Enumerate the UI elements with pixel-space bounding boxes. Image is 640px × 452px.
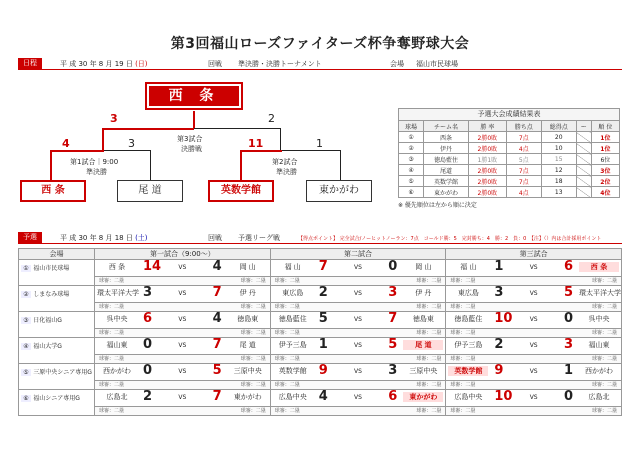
team1-name: 福 山 [460, 263, 477, 271]
semi2-right-score: 1 [316, 137, 323, 150]
prelim-cell: 18 [541, 176, 576, 187]
team1-name: 広島北 [106, 393, 128, 401]
umpire-right: 球審：二塁 [240, 330, 266, 336]
umpire-left: 球審：二塁 [450, 408, 476, 414]
umpire-right: 球審：二塁 [416, 304, 442, 310]
prelim-cell: 2勝0敗 [469, 176, 507, 187]
prelim-cell [576, 165, 591, 176]
final-label: 第3試合 [177, 135, 203, 143]
final-right-score: 2 [268, 112, 275, 125]
prelim-results-table [398, 108, 620, 209]
team1-score: 2 [318, 285, 328, 300]
league-row [19, 286, 622, 303]
team2-name: 尾 道 [403, 340, 443, 350]
prelim-cell: 7点 [506, 165, 541, 176]
team2-score: 5 [563, 285, 573, 300]
vs-label: VS [529, 316, 538, 323]
team2-name: 西 条 [579, 262, 619, 272]
umpire-left: 球審：二塁 [274, 278, 300, 284]
prelim-cell: 3位 [591, 165, 619, 176]
game-cell [271, 364, 446, 380]
prelim-cell: ② [399, 143, 424, 154]
vs-label: VS [354, 264, 362, 271]
team1-name: 徳島藍住 [454, 315, 483, 323]
prelim-cell: ④ [399, 165, 424, 176]
semi2-label: 第2試合 [272, 158, 298, 166]
prelim-header: 勝ち点 [506, 121, 541, 132]
prelim-cell: 10 [541, 143, 576, 154]
team1-score: 10 [494, 389, 513, 404]
vs-label: VS [354, 290, 362, 297]
semi1-name: 準決勝 [86, 168, 107, 176]
team1-score: 9 [494, 363, 504, 378]
row-number: ③ [21, 317, 31, 324]
team2-name: 伊 丹 [239, 289, 256, 297]
prelim-cell: 東かがわ [424, 187, 469, 198]
team2-name: 東かがわ [403, 392, 443, 402]
row-number: ① [21, 265, 31, 272]
row-number: ④ [21, 343, 31, 350]
team1-score: 14 [142, 259, 162, 274]
team1-score: 6 [142, 311, 153, 326]
umpire-right: 球審：二塁 [416, 278, 442, 284]
game-cell [271, 338, 446, 354]
prelim-cell [576, 154, 591, 165]
team2-score: 6 [563, 259, 573, 274]
team2-score: 7 [212, 389, 222, 404]
team1-name: 東広島 [457, 289, 479, 297]
prelim-cell: 4点 [506, 143, 541, 154]
table-row [399, 143, 620, 154]
umpire-left: 球審：二塁 [274, 408, 300, 414]
table-row [399, 165, 620, 176]
league-row [19, 338, 622, 355]
semi2-left-score: 11 [248, 137, 264, 150]
prelim-cell: 12 [541, 165, 576, 176]
umpire-left: 球審：二塁 [274, 382, 300, 388]
team1-score: 0 [142, 363, 153, 378]
team2-name: 呉中央 [588, 315, 610, 323]
team2-score: 7 [388, 311, 398, 326]
vs-label: VS [178, 264, 187, 271]
prelim-table-title: 予選大会成績結果表 [398, 108, 620, 120]
team2-score: 3 [563, 337, 573, 352]
league-tag: 予選 [18, 232, 42, 243]
team1-score: 5 [318, 311, 328, 326]
team2-score: 0 [563, 389, 573, 404]
prelim-cell: 2勝0敗 [469, 187, 507, 198]
umpire-right: 球審：二塁 [591, 278, 617, 284]
vs-label: VS [529, 368, 538, 375]
game-cell [271, 390, 446, 406]
team2-score: 7 [212, 337, 222, 352]
vs-label: VS [529, 290, 538, 297]
prelim-cell: 2勝0敗 [469, 165, 507, 176]
team2-score: 3 [388, 285, 398, 300]
team2-score: 1 [563, 363, 573, 378]
semi1-label: 第1試合｜9:00 [70, 158, 119, 166]
vs-label: VS [178, 368, 187, 375]
team1-score: 7 [318, 259, 328, 274]
vs-label: VS [354, 342, 362, 349]
team1-name: 西かがわ [102, 367, 131, 375]
team2-name: 徳島東 [412, 315, 434, 323]
game-cell [446, 286, 621, 302]
final-name: 決勝戦 [181, 145, 202, 153]
team1-name: 福 山 [284, 263, 301, 271]
league-row [19, 312, 622, 329]
league-row [19, 260, 622, 277]
umpire-right: 球審：二塁 [416, 356, 442, 362]
schedule-venue-label: 会場 [390, 60, 404, 68]
game-cell [271, 286, 446, 302]
league-round: 予選リーグ戦 [238, 234, 280, 242]
team2-name: 環太平洋大学 [579, 289, 621, 297]
venue-name: 三原中央シニア専用G [33, 369, 92, 376]
umpire-left: 球審：二塁 [274, 356, 300, 362]
team1-name: 英数学館 [448, 366, 488, 376]
table-row [399, 187, 620, 198]
game-cell [446, 338, 621, 354]
umpire-right: 球審：二塁 [591, 408, 617, 414]
prelim-header: 球場 [399, 121, 424, 132]
team1-score: 3 [142, 285, 153, 300]
team1-name: 東広島 [282, 289, 304, 297]
team2-score: 6 [388, 389, 398, 404]
venue-name: 日化福山G [33, 317, 62, 324]
team1-name: 環太平洋大学 [96, 289, 139, 297]
league-bar [18, 232, 622, 244]
umpire-left: 球審：二塁 [274, 330, 300, 336]
umpire-left: 球審：二塁 [98, 330, 124, 336]
prelim-cell: 7点 [506, 176, 541, 187]
prelim-header: 総得点 [541, 121, 576, 132]
team2-name: 伊 丹 [415, 289, 432, 297]
vs-label: VS [529, 394, 538, 401]
prelim-cell: 6位 [591, 154, 619, 165]
prelim-cell: 伊丹 [424, 143, 469, 154]
venue-name: 福山市民球場 [33, 265, 70, 272]
team2-score: 4 [212, 259, 222, 274]
league-round-label: 回戦 [208, 234, 222, 242]
team1-name: 徳島藍住 [278, 315, 307, 323]
league-date: 平 成 30 年 8 月 18 日 (土) [60, 234, 148, 242]
prelim-cell [576, 176, 591, 187]
league-header-venue: 会場 [19, 249, 95, 260]
umpire-left: 球審：二塁 [450, 356, 476, 362]
prelim-cell: ⑥ [399, 187, 424, 198]
umpire-right: 球審：二塁 [591, 356, 617, 362]
team2-name: 岡 山 [239, 263, 256, 271]
team1-score: 1 [494, 259, 504, 274]
schedule-day: (日) [135, 60, 148, 68]
row-number: ② [21, 291, 31, 298]
schedule-bar [18, 58, 622, 70]
schedule-round-label: 回戦 [208, 60, 222, 68]
prelim-cell: 2位 [591, 176, 619, 187]
team2-score: 0 [563, 311, 573, 326]
umpire-left: 球審：二塁 [98, 278, 124, 284]
vs-label: VS [354, 316, 362, 323]
team1-score: 3 [494, 285, 504, 300]
umpire-right: 球審：二塁 [416, 330, 442, 336]
team1-name: 呉中央 [106, 315, 128, 323]
umpire-right: 球審：二塁 [240, 408, 266, 414]
team2-name: 福山東 [588, 341, 610, 349]
game-cell [271, 312, 446, 328]
team1-score: 0 [142, 337, 153, 352]
team2-name: 東かがわ [233, 393, 262, 401]
row-number: ⑤ [21, 369, 31, 376]
team2-name: 三原中央 [409, 367, 438, 375]
row-number: ⑥ [21, 395, 31, 402]
prelim-cell: 20 [541, 132, 576, 143]
umpire-right: 球審：二塁 [240, 382, 266, 388]
game-cell [271, 260, 446, 276]
team1-score: 2 [142, 389, 153, 404]
team1-name: 伊予三島 [454, 341, 483, 349]
prelim-cell: 尾道 [424, 165, 469, 176]
prelim-cell: 5点 [506, 154, 541, 165]
vs-label: VS [529, 264, 538, 271]
semi1-left-score: 4 [62, 137, 70, 150]
schedule-round: 準決勝・決勝トーナメント [238, 60, 322, 68]
champion-box: 西 条 [147, 84, 241, 108]
team2-name: 西かがわ [585, 367, 613, 375]
team1-name: 福山東 [106, 341, 128, 349]
prelim-cell: 2勝0敗 [469, 132, 507, 143]
prelim-header: チーム名 [424, 121, 469, 132]
schedule-date: 平 成 30 年 8 月 19 日 (日) [60, 60, 148, 68]
schedule-venue: 福山市民球場 [416, 60, 458, 68]
game-cell [446, 390, 621, 406]
vs-label: VS [354, 368, 362, 375]
league-row [19, 390, 622, 407]
team1-name: 広島中央 [278, 393, 307, 401]
umpire-right: 球審：二塁 [591, 304, 617, 310]
final-left-score: 3 [110, 112, 118, 125]
prelim-cell: 英数学館 [424, 176, 469, 187]
prelim-cell [576, 187, 591, 198]
prelim-header: 順 位 [591, 121, 619, 132]
umpire-left: 球審：二塁 [450, 330, 476, 336]
game-cell [95, 390, 270, 406]
prelim-header: ー [576, 121, 591, 132]
prelim-cell [576, 132, 591, 143]
team2-name: 岡 山 [415, 263, 432, 271]
prelim-cell: 徳島藍住 [424, 154, 469, 165]
prelim-cell [576, 143, 591, 154]
team2-name: 三原中央 [233, 367, 262, 375]
league-row [19, 364, 622, 381]
team-box-onomichi: 尾 道 [117, 180, 183, 202]
venue-name: 福山大学G [33, 343, 62, 350]
vs-label: VS [178, 316, 187, 323]
team2-score: 7 [212, 285, 222, 300]
league-day: (土) [135, 234, 148, 242]
prelim-header: 勝 率 [469, 121, 507, 132]
prelim-cell: ③ [399, 154, 424, 165]
table-row [399, 176, 620, 187]
team1-name: 広島中央 [454, 393, 483, 401]
venue-name: しまなみ球場 [33, 291, 70, 298]
prelim-cell: 1位 [591, 132, 619, 143]
league-header-game: 第三試合 [446, 249, 622, 260]
game-cell [446, 312, 621, 328]
vs-label: VS [354, 394, 362, 401]
prelim-cell: 2勝0敗 [469, 143, 507, 154]
game-cell [95, 260, 270, 276]
game-cell [446, 260, 621, 276]
team2-name: 尾 道 [239, 341, 256, 349]
prelim-cell: ① [399, 132, 424, 143]
page-title: 第3回福山ローズファイターズ杯争奪野球大会 [170, 36, 470, 52]
team2-score: 0 [388, 259, 398, 274]
umpire-left: 球審：二塁 [98, 382, 124, 388]
schedule-tag: 日程 [18, 58, 42, 69]
team2-name: 広島北 [588, 393, 610, 401]
vs-label: VS [178, 342, 187, 349]
table-row [399, 154, 620, 165]
team2-score: 3 [388, 363, 398, 378]
team1-score: 4 [318, 389, 328, 404]
points-note: 【得点ポイント】 完全試合/ノーヒットノーラン：7点 コールド勝：5 完封勝ち：4 勝：2 負：0 【注】（）内は合計採用ポイント [298, 236, 602, 242]
umpire-right: 球審：二塁 [240, 356, 266, 362]
umpire-left: 球審：二塁 [450, 382, 476, 388]
team-box-eisu: 英数学館 [208, 180, 274, 202]
umpire-left: 球審：二塁 [450, 304, 476, 310]
team2-score: 5 [388, 337, 398, 352]
prelim-cell: 4点 [506, 187, 541, 198]
table-row [399, 132, 620, 143]
prelim-cell: 西条 [424, 132, 469, 143]
game-cell [446, 364, 621, 380]
umpire-right: 球審：二塁 [591, 330, 617, 336]
team1-name: 西 条 [108, 263, 126, 271]
umpire-right: 球審：二塁 [416, 408, 442, 414]
prelim-cell: 15 [541, 154, 576, 165]
game-cell [95, 338, 270, 354]
team1-score: 10 [494, 311, 513, 326]
prelim-cell: 1勝1敗 [469, 154, 507, 165]
umpire-right: 球審：二塁 [591, 382, 617, 388]
umpire-right: 球審：二塁 [240, 304, 266, 310]
umpire-right: 球審：二塁 [240, 278, 266, 284]
team2-score: 5 [212, 363, 222, 378]
semi2-name: 準決勝 [276, 168, 297, 176]
team-box-higashikagawa: 東かがわ [306, 180, 372, 202]
prelim-cell: 7点 [506, 132, 541, 143]
venue-name: 福山シニア専用G [33, 395, 80, 402]
prelim-cell: 1位 [591, 143, 619, 154]
team2-score: 4 [212, 311, 222, 326]
umpire-left: 球審：二塁 [450, 278, 476, 284]
umpire-right: 球審：二塁 [416, 382, 442, 388]
team1-score: 2 [494, 337, 504, 352]
game-cell [95, 312, 270, 328]
prelim-cell: 4位 [591, 187, 619, 198]
semi1-right-score: 3 [128, 137, 135, 150]
team-box-saijo: 西 条 [20, 180, 86, 202]
team1-name: 伊予三島 [278, 341, 307, 349]
vs-label: VS [529, 342, 538, 349]
team1-score: 9 [318, 363, 328, 378]
league-header-game: 第一試合（9:00～） [94, 249, 270, 260]
prelim-cell: 13 [541, 187, 576, 198]
vs-label: VS [178, 394, 187, 401]
umpire-left: 球審：二塁 [98, 356, 124, 362]
team2-name: 徳島東 [237, 315, 259, 323]
prelim-table-note: ※ 優先順位は左から順に決定 [398, 202, 477, 209]
umpire-left: 球審：二塁 [98, 408, 124, 414]
team1-name: 英数学館 [278, 367, 307, 375]
umpire-left: 球審：二塁 [98, 304, 124, 310]
league-table [18, 248, 622, 416]
umpire-left: 球審：二塁 [274, 304, 300, 310]
league-header-game: 第二試合 [270, 249, 446, 260]
prelim-cell: ⑤ [399, 176, 424, 187]
vs-label: VS [178, 290, 187, 297]
game-cell [95, 286, 270, 302]
team1-score: 1 [318, 337, 328, 352]
game-cell [95, 364, 270, 380]
